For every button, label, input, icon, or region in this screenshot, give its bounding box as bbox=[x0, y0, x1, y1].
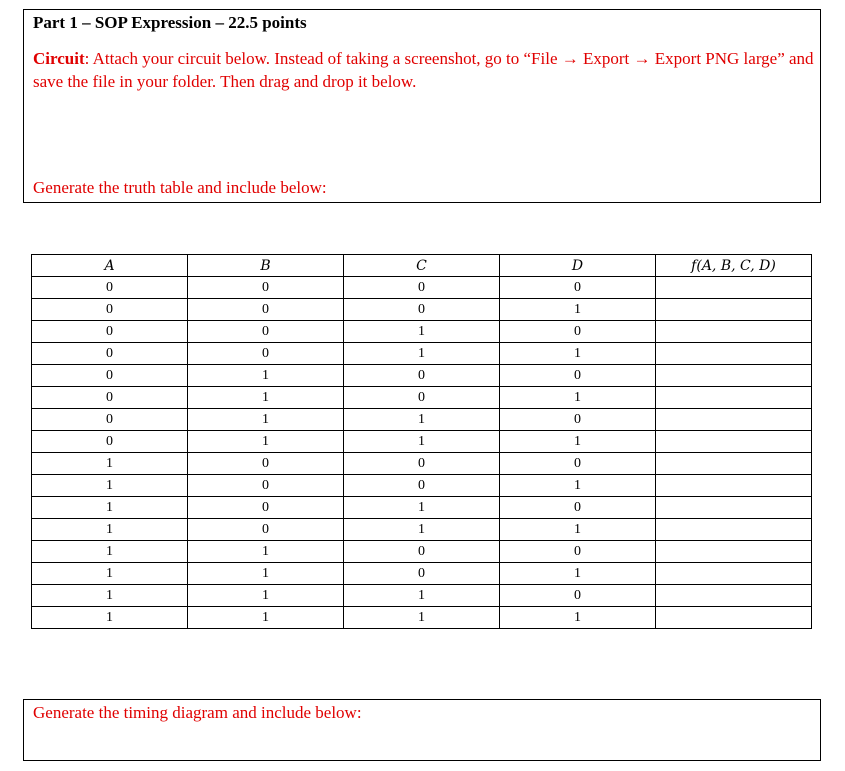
output-cell[interactable] bbox=[656, 475, 812, 497]
timing-prompt: Generate the timing diagram and include below: bbox=[33, 703, 362, 722]
column-header: C bbox=[344, 255, 500, 277]
table-cell: 0 bbox=[344, 541, 500, 563]
output-cell[interactable] bbox=[656, 387, 812, 409]
table-cell: 0 bbox=[500, 277, 656, 299]
table-cell: 0 bbox=[500, 497, 656, 519]
table-row bbox=[32, 563, 812, 585]
table-cell: 0 bbox=[188, 475, 344, 497]
output-cell[interactable] bbox=[656, 563, 812, 585]
output-cell[interactable] bbox=[656, 321, 812, 343]
table-cell: 0 bbox=[32, 365, 188, 387]
table-cell: 0 bbox=[344, 453, 500, 475]
table-row bbox=[32, 431, 812, 453]
table-cell: 0 bbox=[500, 453, 656, 475]
table-cell: 1 bbox=[32, 585, 188, 607]
table-row bbox=[32, 519, 812, 541]
table-cell: 1 bbox=[344, 343, 500, 365]
table-cell: 0 bbox=[500, 541, 656, 563]
table-cell: 1 bbox=[500, 563, 656, 585]
table-cell: 0 bbox=[344, 299, 500, 321]
table-cell: 1 bbox=[188, 387, 344, 409]
table-cell: 1 bbox=[344, 585, 500, 607]
output-cell[interactable] bbox=[656, 497, 812, 519]
table-row bbox=[32, 343, 812, 365]
table-cell: 1 bbox=[344, 519, 500, 541]
table-cell: 0 bbox=[344, 277, 500, 299]
table-cell: 1 bbox=[344, 497, 500, 519]
table-cell: 1 bbox=[188, 563, 344, 585]
truth-table bbox=[31, 254, 812, 629]
table-cell: 0 bbox=[32, 321, 188, 343]
table-cell: 0 bbox=[344, 475, 500, 497]
table-row bbox=[32, 321, 812, 343]
output-cell[interactable] bbox=[656, 431, 812, 453]
table-row bbox=[32, 409, 812, 431]
table-cell: 0 bbox=[32, 277, 188, 299]
table-cell: 1 bbox=[500, 519, 656, 541]
table-cell: 1 bbox=[32, 497, 188, 519]
table-cell: 1 bbox=[32, 475, 188, 497]
table-cell: 1 bbox=[188, 431, 344, 453]
table-cell: 0 bbox=[500, 365, 656, 387]
table-cell: 1 bbox=[188, 541, 344, 563]
table-cell: 0 bbox=[344, 387, 500, 409]
table-cell: 1 bbox=[188, 409, 344, 431]
table-cell: 0 bbox=[188, 321, 344, 343]
output-cell[interactable] bbox=[656, 541, 812, 563]
table-cell: 0 bbox=[32, 387, 188, 409]
table-cell: 0 bbox=[344, 563, 500, 585]
table-cell: 1 bbox=[500, 607, 656, 629]
table-cell: 1 bbox=[32, 607, 188, 629]
table-cell: 1 bbox=[32, 541, 188, 563]
table-cell: 0 bbox=[188, 519, 344, 541]
table-row bbox=[32, 475, 812, 497]
column-header: D bbox=[500, 255, 656, 277]
part1-section bbox=[23, 9, 821, 203]
table-cell: 0 bbox=[188, 277, 344, 299]
table-cell: 1 bbox=[344, 321, 500, 343]
table-cell: 1 bbox=[500, 343, 656, 365]
table-cell: 0 bbox=[32, 409, 188, 431]
table-row bbox=[32, 585, 812, 607]
truth-table-prompt: Generate the truth table and include below: bbox=[33, 178, 327, 197]
table-cell: 1 bbox=[500, 431, 656, 453]
table-row bbox=[32, 365, 812, 387]
truth-table-header-row bbox=[32, 255, 812, 277]
column-header: A bbox=[32, 255, 188, 277]
output-cell[interactable] bbox=[656, 277, 812, 299]
table-row bbox=[32, 453, 812, 475]
table-cell: 0 bbox=[188, 453, 344, 475]
table-cell: 1 bbox=[344, 607, 500, 629]
timing-section bbox=[23, 699, 821, 761]
table-cell: 1 bbox=[188, 585, 344, 607]
table-cell: 1 bbox=[32, 519, 188, 541]
table-row bbox=[32, 299, 812, 321]
output-cell[interactable] bbox=[656, 299, 812, 321]
circuit-instructions bbox=[33, 47, 818, 93]
output-cell[interactable] bbox=[656, 365, 812, 387]
table-cell: 0 bbox=[500, 585, 656, 607]
table-cell: 1 bbox=[500, 299, 656, 321]
table-row bbox=[32, 541, 812, 563]
output-cell[interactable] bbox=[656, 607, 812, 629]
output-cell[interactable] bbox=[656, 343, 812, 365]
table-row bbox=[32, 387, 812, 409]
part1-title: Part 1 – SOP Expression – 22.5 points bbox=[33, 13, 307, 32]
column-header: f(A, B, C, D) bbox=[656, 255, 812, 277]
circuit-text: : Attach your circuit below. Instead of taking a screenshot, go to “File → Export → Export PNG large” and save the file in your folder. Then drag and drop it below. bbox=[33, 49, 814, 91]
table-cell: 0 bbox=[344, 365, 500, 387]
table-cell: 1 bbox=[500, 475, 656, 497]
table-cell: 1 bbox=[500, 387, 656, 409]
table-cell: 0 bbox=[188, 497, 344, 519]
table-row bbox=[32, 607, 812, 629]
table-cell: 1 bbox=[344, 409, 500, 431]
output-cell[interactable] bbox=[656, 409, 812, 431]
table-cell: 0 bbox=[500, 321, 656, 343]
table-cell: 1 bbox=[188, 365, 344, 387]
table-row bbox=[32, 497, 812, 519]
table-cell: 1 bbox=[32, 563, 188, 585]
output-cell[interactable] bbox=[656, 453, 812, 475]
output-cell[interactable] bbox=[656, 585, 812, 607]
table-cell: 0 bbox=[32, 431, 188, 453]
table-cell: 0 bbox=[188, 299, 344, 321]
circuit-label: Circuit bbox=[33, 49, 85, 68]
column-header: B bbox=[188, 255, 344, 277]
table-cell: 1 bbox=[344, 431, 500, 453]
table-cell: 0 bbox=[32, 299, 188, 321]
table-cell: 1 bbox=[188, 607, 344, 629]
table-row bbox=[32, 277, 812, 299]
table-cell: 0 bbox=[188, 343, 344, 365]
table-cell: 0 bbox=[500, 409, 656, 431]
table-cell: 1 bbox=[32, 453, 188, 475]
output-cell[interactable] bbox=[656, 519, 812, 541]
table-cell: 0 bbox=[32, 343, 188, 365]
